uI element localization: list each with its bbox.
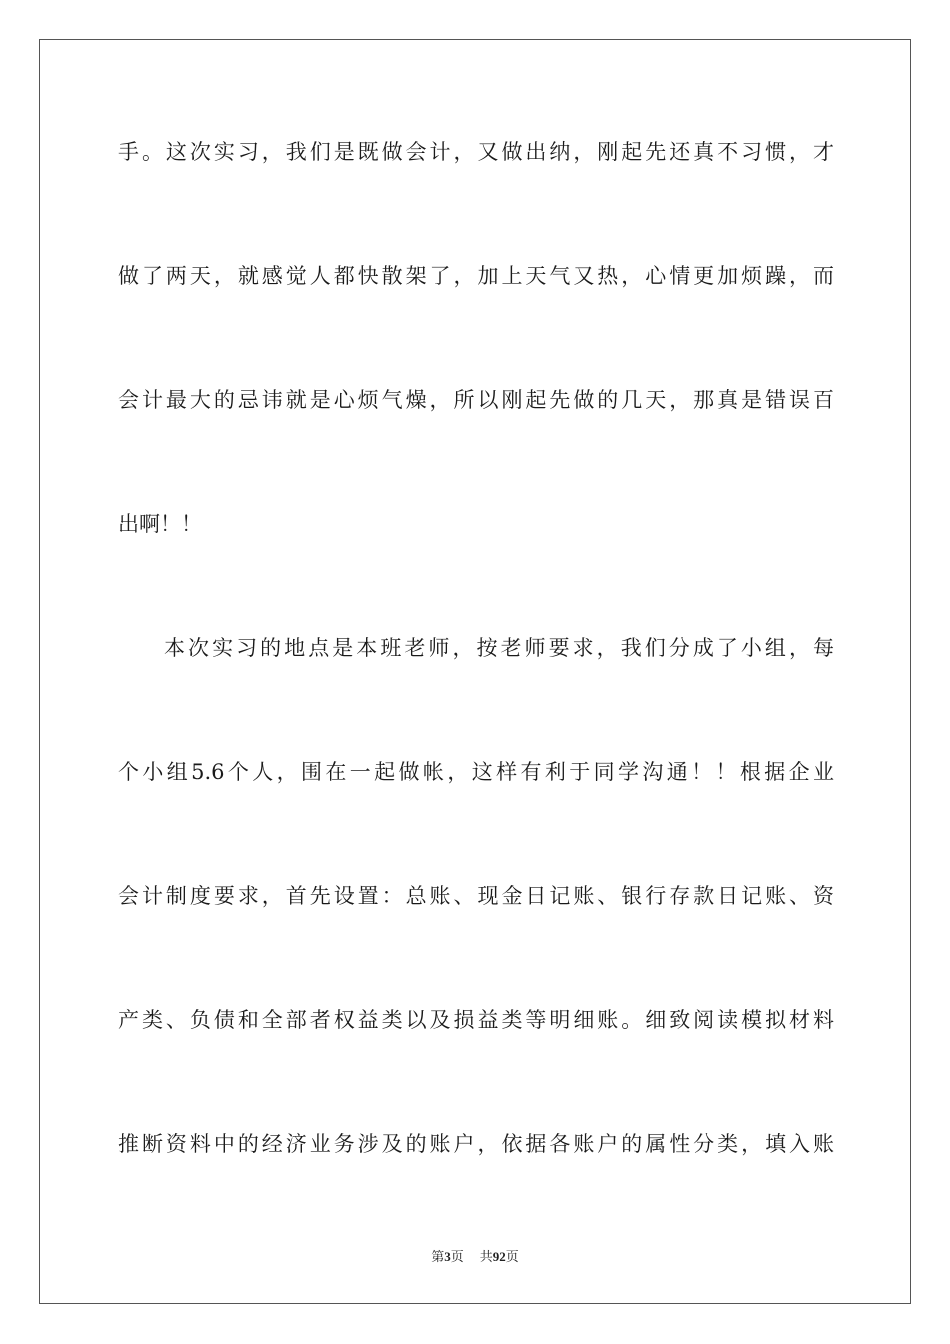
page-label-suffix: 页 (450, 1250, 464, 1265)
body-text-line: 手。这次实习，我们是既做会计，又做出纳，刚起先还真不习惯，才 (118, 140, 834, 164)
body-text-line: 推断资料中的经济业务涉及的账户，依据各账户的属性分类，填入账 (118, 1132, 834, 1156)
page-footer (0, 1248, 950, 1267)
total-pages: 92 (492, 1249, 506, 1264)
page-label-prefix: 第 (431, 1250, 445, 1265)
total-label-suffix: 页 (505, 1250, 519, 1265)
page-number: 3 (444, 1249, 451, 1264)
paragraph-first-line: 本次实习的地点是本班老师，按老师要求，我们分成了小组，每 (164, 636, 834, 660)
page-border (39, 39, 911, 1304)
body-text-line: 出啊！！ (118, 512, 202, 536)
body-text-line: 个小组5.6个人，围在一起做帐，这样有利于同学沟通！！根据企业 (118, 760, 834, 784)
body-text-line: 会计制度要求，首先设置：总账、现金日记账、银行存款日记账、资 (118, 884, 834, 908)
total-label-prefix: 共 (479, 1250, 493, 1265)
body-text-line: 会计最大的忌讳就是心烦气燥，所以刚起先做的几天，那真是错误百 (118, 388, 834, 412)
body-text-line: 做了两天，就感觉人都快散架了，加上天气又热，心情更加烦躁，而 (118, 264, 834, 288)
body-text-line: 产类、负债和全部者权益类以及损益类等明细账。细致阅读模拟材料 (118, 1008, 834, 1032)
